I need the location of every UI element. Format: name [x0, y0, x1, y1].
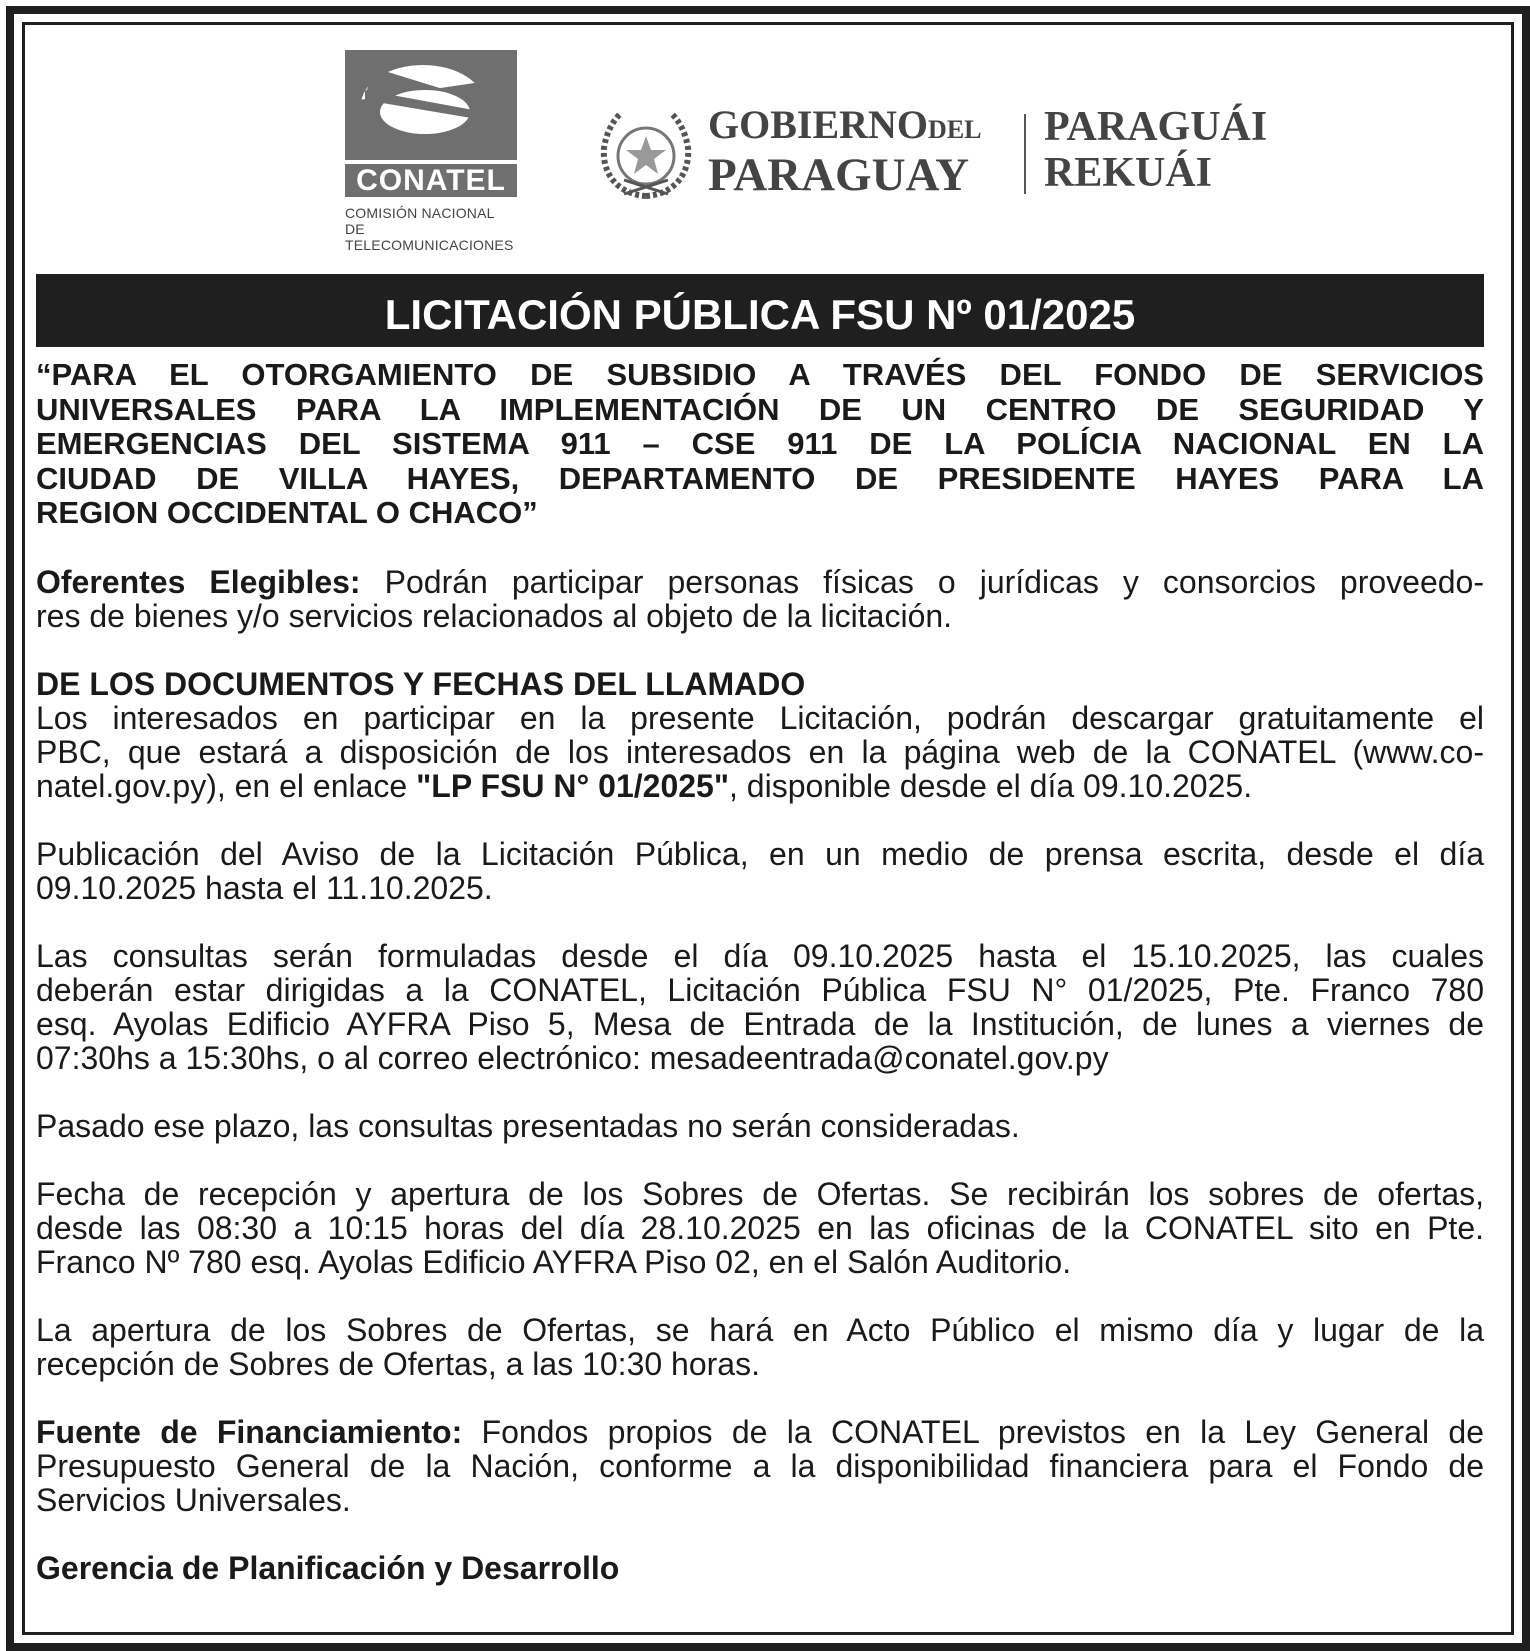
gov-wordmark	[708, 104, 982, 199]
eligible-bidders-text: Podrán participar personas físicas o jurídicas y consorcios proveedo-	[360, 563, 1485, 600]
funding-text: Presupuesto General de la Nación, conforme a la disponibilidad financiera para el Fondo de	[36, 1447, 1484, 1484]
documents-text: natel.gov.py), en el enlace	[36, 767, 417, 804]
object-heading-line: CIUDAD DE VILLA HAYES, DEPARTAMENTO DE PRESIDENTE HAYES PARA LA	[36, 460, 1484, 496]
notice-body	[36, 358, 1484, 1585]
queries-text: deberán estar dirigidas a la CONATEL, Licitación Pública FSU N° 01/2025, Pte. Franco 780	[36, 971, 1484, 1008]
documents-text: , disponible desde el día 09.10.2025.	[729, 767, 1253, 804]
gov-word-del: DEL	[928, 115, 982, 144]
eligible-bidders-label: Oferentes Elegibles:	[36, 563, 361, 600]
tender-title: LICITACIÓN PÚBLICA FSU Nº 01/2025	[36, 274, 1484, 347]
gov-word-gobierno: GOBIERNO	[708, 102, 929, 147]
signature-department: Gerencia de Planificación y Desarrollo	[36, 1549, 620, 1586]
object-heading-line: EMERGENCIAS DEL SISTEMA 911 – CSE 911 DE LA POLÍCIA NACIONAL EN LA	[36, 426, 1484, 461]
funding-text: Fondos propios de la CONATEL previstos en la Ley General de	[462, 1413, 1484, 1450]
conatel-wordmark: CONATEL	[345, 164, 517, 197]
queries-text: 07:30hs a 15:30hs, o al correo electrónico: mesadeentrada@conatel.gov.py	[36, 1039, 1109, 1076]
conatel-subtitle-line1: COMISIÓN NACIONAL DE	[345, 205, 495, 237]
opening-text: recepción de Sobres de Ofertas, a las 10:30 horas.	[36, 1345, 760, 1382]
tender-link-label: "LP FSU N° 01/2025"	[416, 767, 729, 804]
funding-section	[36, 1415, 1484, 1517]
queries-text: Las consultas serán formuladas desde el día 09.10.2025 hasta el 15.10.2025, las cuales	[36, 937, 1484, 974]
eligible-bidders	[36, 565, 1484, 633]
funding-text: Servicios Universales.	[36, 1481, 351, 1518]
deadline-note: Pasado ese plazo, las consultas presentadas no serán consideradas.	[36, 1107, 1020, 1144]
national-seal-icon	[596, 108, 696, 202]
publication-text: 09.10.2025 hasta el 11.10.2025.	[36, 869, 493, 906]
queries-section	[36, 939, 1484, 1075]
object-heading	[36, 358, 1484, 531]
eligible-bidders-text: res de bienes y/o servicios relacionados al objeto de la licitación.	[36, 597, 953, 634]
documents-section	[36, 667, 1484, 803]
reception-section	[36, 1177, 1484, 1279]
opening-text: La apertura de los Sobres de Ofertas, se hará en Acto Público el mismo día y lugar de la	[36, 1311, 1484, 1348]
gov-word-rekuai: REKUÁI	[1044, 150, 1213, 196]
conatel-subtitle-line2: TELECOMUNICACIONES	[345, 237, 514, 253]
gov-word-paraguay: PARAGUAY	[708, 149, 970, 201]
conatel-logo	[345, 50, 517, 253]
documents-text: Los interesados en participar en la presente Licitación, podrán descargar gratuitamente el	[36, 699, 1484, 736]
conatel-subtitle	[345, 205, 517, 253]
object-heading-line: “PARA EL OTORGAMIENTO DE SUBSIDIO A TRAVÉS DEL FONDO DE SERVICIOS	[36, 357, 1484, 392]
publication-text: Publicación del Aviso de la Licitación Pública, en un medio de prensa escrita, desde el día	[36, 835, 1484, 872]
documents-text: PBC, que estará a disposición de los interesados en la página web de la CONATEL (www.co-	[36, 733, 1484, 770]
documents-heading: DE LOS DOCUMENTOS Y FECHAS DEL LLAMADO	[36, 665, 806, 702]
reception-text: Franco Nº 780 esq. Ayolas Edificio AYFRA Piso 02, en el Salón Auditorio.	[36, 1243, 1072, 1280]
conatel-logo-mark	[345, 50, 517, 160]
gov-separator	[1024, 114, 1026, 194]
gov-word-paraguai: PARAGUÁI	[1044, 104, 1268, 150]
opening-section	[36, 1313, 1484, 1381]
gov-guarani-wordmark	[1044, 104, 1267, 196]
funding-label: Fuente de Financiamiento:	[36, 1413, 463, 1450]
publication-section	[36, 837, 1484, 905]
reception-text: desde las 08:30 a 10:15 horas del día 28.10.2025 en las oficinas de la CONATEL sito en Pte.	[36, 1209, 1484, 1246]
queries-text: esq. Ayolas Edificio AYFRA Piso 5, Mesa de Entrada de la Institución, de lunes a viernes de	[36, 1005, 1484, 1042]
object-heading-line: UNIVERSALES PARA LA IMPLEMENTACIÓN DE UN CENTRO DE SEGURIDAD Y	[36, 391, 1484, 427]
object-heading-line: REGION OCCIDENTAL O CHACO”	[36, 495, 538, 530]
reception-text: Fecha de recepción y apertura de los Sobres de Ofertas. Se recibirán los sobres de ofertas,	[36, 1175, 1484, 1212]
